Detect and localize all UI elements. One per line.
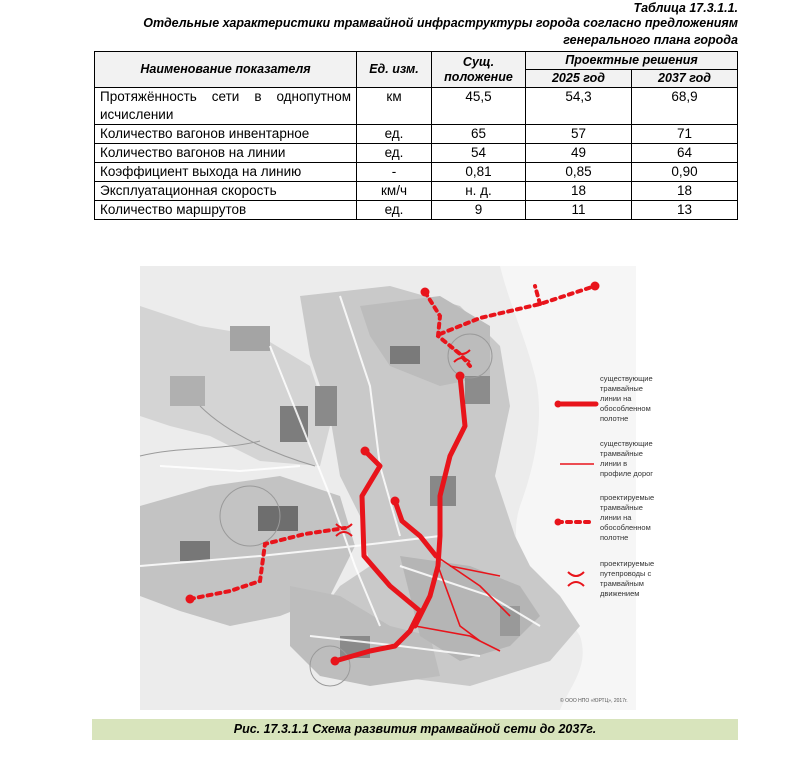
table-row bbox=[95, 144, 738, 163]
map-copyright: © ООО НПО «ЮРТЦ», 2017г. bbox=[560, 698, 628, 704]
row-unit: ед. bbox=[357, 144, 432, 163]
row-2025: 54,3 bbox=[526, 88, 632, 125]
legend-item-overpass: проектируемые путепроводы с трамвайным движением bbox=[600, 559, 655, 598]
row-name: Эксплуатационная скорость bbox=[95, 182, 357, 201]
header-unit: Ед. изм. bbox=[357, 52, 432, 88]
row-2037: 64 bbox=[632, 144, 738, 163]
table-row bbox=[95, 182, 738, 201]
row-2037: 68,9 bbox=[632, 88, 738, 125]
row-2037: 13 bbox=[632, 201, 738, 220]
header-current: Сущ. положение bbox=[432, 52, 526, 88]
row-current: 54 bbox=[432, 144, 526, 163]
legend-item-existing-separate: существующие трамвайные линии на обособленном полотне bbox=[600, 374, 653, 423]
row-2025: 0,85 bbox=[526, 163, 632, 182]
row-name: Коэффициент выхода на линию bbox=[95, 163, 357, 182]
row-current: 0,81 bbox=[432, 163, 526, 182]
table-title: Отдельные характеристики трамвайной инфраструктуры города согласно предложениям генерального плана города bbox=[143, 16, 738, 47]
row-unit: км bbox=[357, 88, 432, 125]
row-unit: ед. bbox=[357, 125, 432, 144]
row-2025: 18 bbox=[526, 182, 632, 201]
row-unit: - bbox=[357, 163, 432, 182]
header-2037: 2037 год bbox=[632, 70, 738, 88]
header-name: Наименование показателя bbox=[95, 52, 357, 88]
row-name: Протяжённость сети в однопутном исчислении bbox=[95, 88, 357, 125]
row-unit: км/ч bbox=[357, 182, 432, 201]
row-current: 65 bbox=[432, 125, 526, 144]
row-2025: 49 bbox=[526, 144, 632, 163]
row-current: н. д. bbox=[432, 182, 526, 201]
row-current: 9 bbox=[432, 201, 526, 220]
row-2037: 71 bbox=[632, 125, 738, 144]
table-row bbox=[95, 88, 738, 125]
header-2025: 2025 год bbox=[526, 70, 632, 88]
tram-characteristics-table bbox=[94, 51, 738, 220]
row-name: Количество вагонов инвентарное bbox=[95, 125, 357, 144]
row-current: 45,5 bbox=[432, 88, 526, 125]
table-row bbox=[95, 163, 738, 182]
row-2037: 0,90 bbox=[632, 163, 738, 182]
tram-network-map bbox=[140, 266, 655, 710]
row-2037: 18 bbox=[632, 182, 738, 201]
row-2025: 57 bbox=[526, 125, 632, 144]
row-unit: ед. bbox=[357, 201, 432, 220]
legend-item-projected: проектируемые трамвайные линии на обособленном полотне bbox=[600, 493, 655, 542]
figure-caption: Рис. 17.3.1.1 Схема развития трамвайной сети до 2037г. bbox=[92, 719, 738, 740]
table-row bbox=[95, 201, 738, 220]
table-row bbox=[95, 125, 738, 144]
row-name: Количество маршрутов bbox=[95, 201, 357, 220]
row-2025: 11 bbox=[526, 201, 632, 220]
table-number: Таблица 17.3.1.1. bbox=[633, 1, 738, 15]
row-name: Количество вагонов на линии bbox=[95, 144, 357, 163]
header-projected: Проектные решения bbox=[526, 52, 738, 70]
legend-item-existing-road: существующие трамвайные линии в профиле дорог bbox=[600, 439, 654, 478]
